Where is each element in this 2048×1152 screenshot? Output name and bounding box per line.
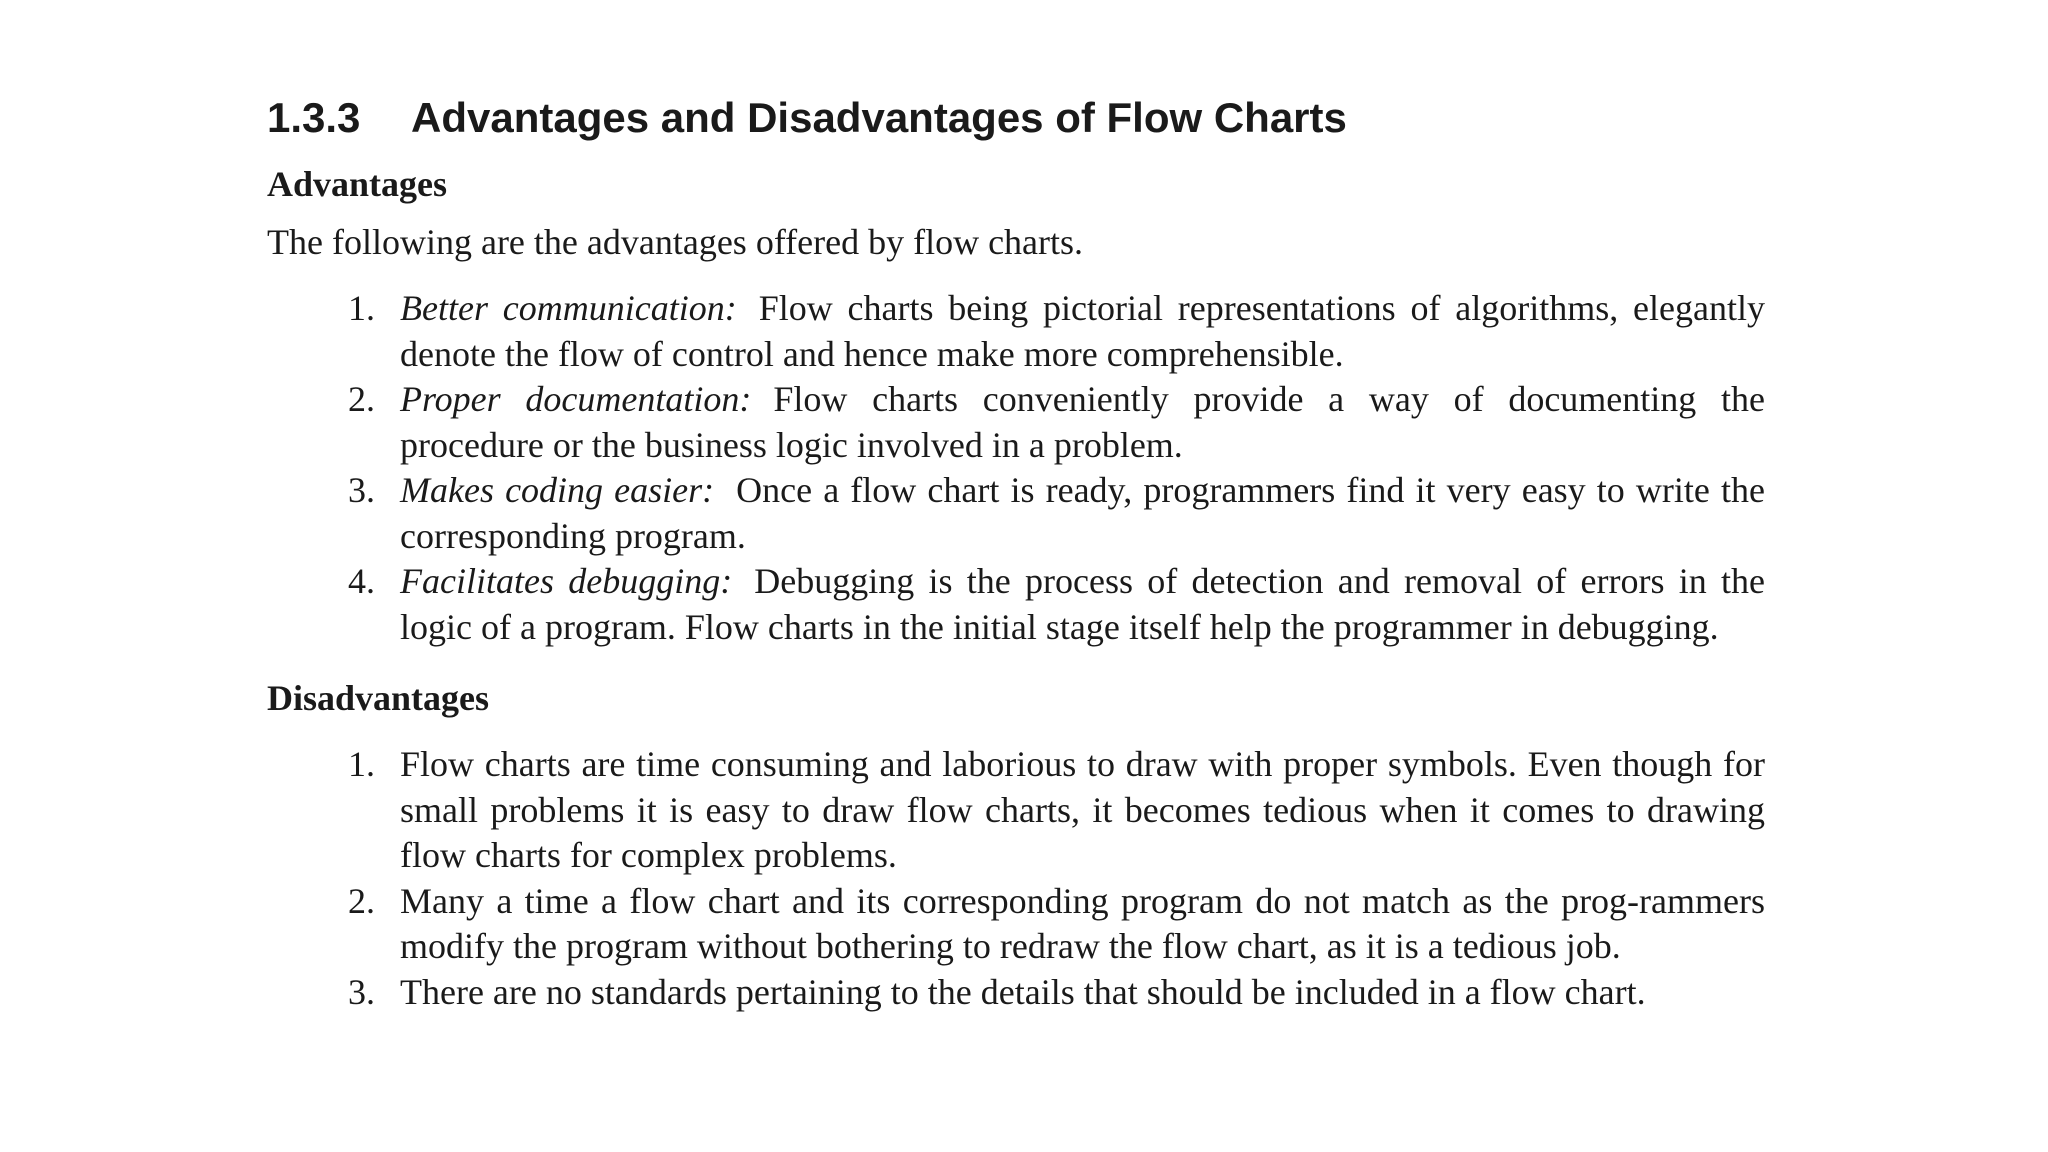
list-marker: 3.: [348, 470, 375, 510]
advantage-term: Facilitates debugging:: [400, 561, 733, 601]
advantage-text: Flow charts conveniently provide a way of documenting the procedure or the business logic involved in a problem.: [400, 379, 1765, 465]
disadvantages-heading: Disadvantages: [267, 678, 490, 718]
advantages-list: [267, 286, 1765, 650]
advantage-text: Once a flow chart is ready, programmers find it very easy to write the corresponding program.: [400, 470, 1765, 556]
advantages-intro: The following are the advantages offered by flow charts.: [267, 222, 1084, 262]
section-number: 1.3.3: [267, 94, 361, 141]
list-marker: 2.: [348, 880, 375, 921]
disadvantage-item: [267, 970, 1765, 1016]
advantage-text: Flow charts being pictorial representations of algorithms, elegantly denote the flow of control and hence make more comprehensible.: [400, 288, 1765, 374]
advantage-term: Proper documentation:: [400, 379, 752, 419]
advantage-item: [267, 377, 1765, 468]
disadvantages-list: [267, 742, 1765, 1015]
advantage-text: Debugging is the process of detection and removal of errors in the logic of a program. Flow charts in the initial stage itself help the programmer in debugging.: [400, 561, 1766, 647]
document-page: [267, 88, 1765, 1015]
advantage-term: Makes coding easier:: [400, 470, 715, 510]
section-title: Advantages and Disadvantages of Flow Charts: [411, 94, 1347, 141]
advantage-term: Better communication:: [400, 288, 737, 328]
list-marker: 1.: [348, 288, 375, 328]
disadvantage-text: Many a time a flow chart and its corresponding program do not match as the prog-rammers modify the program without bothering to redraw the flow chart, as it is a tedious job.: [400, 880, 1765, 966]
list-marker: 4.: [348, 561, 375, 601]
disadvantage-item: [267, 879, 1765, 970]
advantage-item: [267, 286, 1765, 377]
disadvantage-item: [267, 742, 1765, 879]
disadvantage-text: Flow charts are time consuming and laborious to draw with proper symbols. Even though for small problems it is easy to draw flow charts, it becomes tedious when it comes to drawing flow charts for complex problems.: [400, 744, 1765, 875]
list-marker: 2.: [348, 379, 375, 419]
advantage-item: [267, 559, 1765, 650]
list-marker: 1.: [348, 744, 375, 784]
disadvantage-text: There are no standards pertaining to the details that should be included in a flow chart.: [400, 971, 1646, 1012]
list-marker: 3.: [348, 971, 375, 1012]
section-heading: [267, 88, 1765, 148]
advantages-heading: Advantages: [267, 164, 448, 204]
advantage-item: [267, 468, 1765, 559]
